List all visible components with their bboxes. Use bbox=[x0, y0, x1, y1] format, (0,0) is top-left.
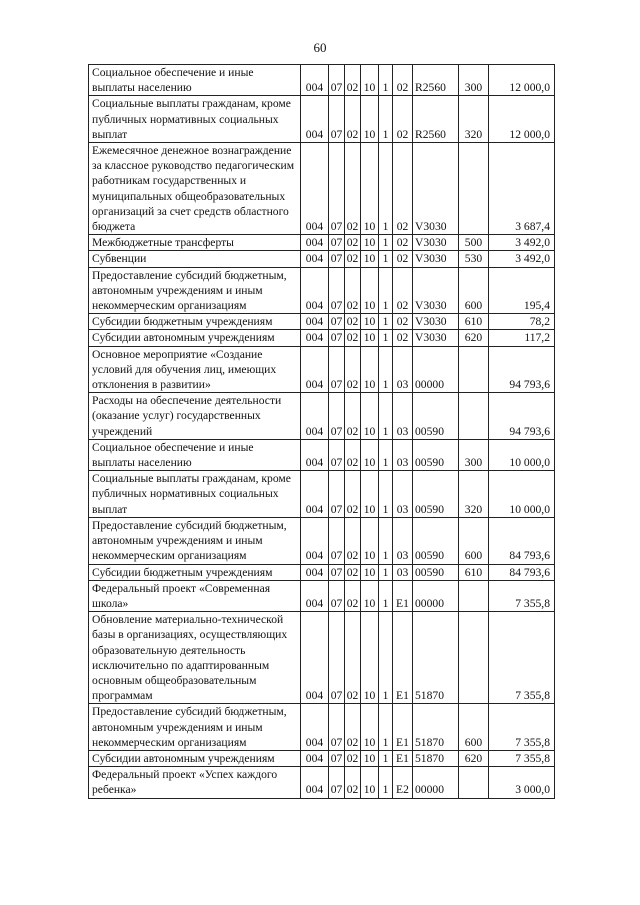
amount: 84 793,6 bbox=[489, 517, 555, 564]
activity-code: E1 bbox=[393, 612, 413, 704]
amount: 7 355,8 bbox=[489, 704, 555, 751]
expense-type-code bbox=[459, 580, 489, 611]
table-row bbox=[89, 471, 555, 518]
subsection-code: 02 bbox=[345, 471, 361, 518]
section-code: 07 bbox=[329, 96, 345, 143]
row-name: Субвенции bbox=[89, 251, 301, 267]
subprogram-code: 1 bbox=[379, 612, 393, 704]
budget-table bbox=[88, 64, 555, 799]
amount: 7 355,8 bbox=[489, 750, 555, 766]
amount: 94 793,6 bbox=[489, 393, 555, 440]
program-code: 10 bbox=[361, 564, 379, 580]
program-code: 10 bbox=[361, 612, 379, 704]
table-row bbox=[89, 439, 555, 470]
activity-code: E1 bbox=[393, 750, 413, 766]
direction-code: 00000 bbox=[413, 580, 459, 611]
row-name: Предоставление субсидий бюджетным, автономным учреждениям и иным некоммерческим организациям bbox=[89, 517, 301, 564]
subsection-code: 02 bbox=[345, 314, 361, 330]
ministry-code: 004 bbox=[301, 750, 329, 766]
row-name: Федеральный проект «Успех каждого ребенка» bbox=[89, 767, 301, 798]
direction-code: V3030 bbox=[413, 251, 459, 267]
subprogram-code: 1 bbox=[379, 767, 393, 798]
expense-type-code: 320 bbox=[459, 471, 489, 518]
program-code: 10 bbox=[361, 267, 379, 314]
expense-type-code: 530 bbox=[459, 251, 489, 267]
subprogram-code: 1 bbox=[379, 235, 393, 251]
amount: 12 000,0 bbox=[489, 96, 555, 143]
subprogram-code: 1 bbox=[379, 65, 393, 96]
activity-code: 03 bbox=[393, 346, 413, 393]
row-name: Ежемесячное денежное вознаграждение за классное руководство педагогическим работникам государственных и муниципальных общеобразовательных организаций за счет средств областного бюджета bbox=[89, 143, 301, 235]
section-code: 07 bbox=[329, 393, 345, 440]
amount: 10 000,0 bbox=[489, 439, 555, 470]
expense-type-code: 600 bbox=[459, 704, 489, 751]
row-name: Межбюджетные трансферты bbox=[89, 235, 301, 251]
program-code: 10 bbox=[361, 704, 379, 751]
ministry-code: 004 bbox=[301, 96, 329, 143]
subsection-code: 02 bbox=[345, 235, 361, 251]
activity-code: 02 bbox=[393, 65, 413, 96]
expense-type-code: 500 bbox=[459, 235, 489, 251]
amount: 78,2 bbox=[489, 314, 555, 330]
amount: 84 793,6 bbox=[489, 564, 555, 580]
table-row bbox=[89, 143, 555, 235]
subsection-code: 02 bbox=[345, 143, 361, 235]
subsection-code: 02 bbox=[345, 346, 361, 393]
ministry-code: 004 bbox=[301, 346, 329, 393]
activity-code: 03 bbox=[393, 439, 413, 470]
direction-code: 00590 bbox=[413, 471, 459, 518]
row-name: Расходы на обеспечение деятельности (оказание услуг) государственных учреждений bbox=[89, 393, 301, 440]
amount: 195,4 bbox=[489, 267, 555, 314]
expense-type-code bbox=[459, 767, 489, 798]
amount: 3 492,0 bbox=[489, 235, 555, 251]
amount: 10 000,0 bbox=[489, 471, 555, 518]
program-code: 10 bbox=[361, 439, 379, 470]
activity-code: 03 bbox=[393, 471, 413, 518]
subprogram-code: 1 bbox=[379, 393, 393, 440]
expense-type-code bbox=[459, 143, 489, 235]
amount: 3 687,4 bbox=[489, 143, 555, 235]
section-code: 07 bbox=[329, 439, 345, 470]
subsection-code: 02 bbox=[345, 251, 361, 267]
ministry-code: 004 bbox=[301, 267, 329, 314]
ministry-code: 004 bbox=[301, 143, 329, 235]
direction-code: R2560 bbox=[413, 96, 459, 143]
activity-code: 02 bbox=[393, 330, 413, 346]
page-number: 60 bbox=[313, 40, 327, 55]
table-row bbox=[89, 330, 555, 346]
activity-code: 02 bbox=[393, 267, 413, 314]
ministry-code: 004 bbox=[301, 65, 329, 96]
ministry-code: 004 bbox=[301, 471, 329, 518]
row-name: Субсидии бюджетным учреждениям bbox=[89, 564, 301, 580]
direction-code: 00000 bbox=[413, 346, 459, 393]
program-code: 10 bbox=[361, 517, 379, 564]
program-code: 10 bbox=[361, 346, 379, 393]
direction-code: 51870 bbox=[413, 612, 459, 704]
direction-code: V3030 bbox=[413, 267, 459, 314]
direction-code: R2560 bbox=[413, 65, 459, 96]
direction-code: 51870 bbox=[413, 704, 459, 751]
program-code: 10 bbox=[361, 330, 379, 346]
expense-type-code: 610 bbox=[459, 314, 489, 330]
expense-type-code: 600 bbox=[459, 267, 489, 314]
table-row bbox=[89, 767, 555, 798]
subprogram-code: 1 bbox=[379, 471, 393, 518]
table-row bbox=[89, 235, 555, 251]
table-row bbox=[89, 96, 555, 143]
activity-code: 02 bbox=[393, 96, 413, 143]
direction-code: 00590 bbox=[413, 564, 459, 580]
direction-code: 00000 bbox=[413, 767, 459, 798]
amount: 7 355,8 bbox=[489, 612, 555, 704]
subprogram-code: 1 bbox=[379, 346, 393, 393]
subprogram-code: 1 bbox=[379, 143, 393, 235]
activity-code: 02 bbox=[393, 314, 413, 330]
section-code: 07 bbox=[329, 267, 345, 314]
section-code: 07 bbox=[329, 346, 345, 393]
subsection-code: 02 bbox=[345, 767, 361, 798]
direction-code: 51870 bbox=[413, 750, 459, 766]
row-name: Федеральный проект «Современная школа» bbox=[89, 580, 301, 611]
activity-code: 03 bbox=[393, 393, 413, 440]
ministry-code: 004 bbox=[301, 251, 329, 267]
table-row bbox=[89, 251, 555, 267]
expense-type-code: 610 bbox=[459, 564, 489, 580]
subprogram-code: 1 bbox=[379, 330, 393, 346]
amount: 117,2 bbox=[489, 330, 555, 346]
section-code: 07 bbox=[329, 704, 345, 751]
table-row bbox=[89, 750, 555, 766]
subprogram-code: 1 bbox=[379, 564, 393, 580]
direction-code: V3030 bbox=[413, 235, 459, 251]
activity-code: 03 bbox=[393, 564, 413, 580]
subsection-code: 02 bbox=[345, 439, 361, 470]
expense-type-code: 600 bbox=[459, 517, 489, 564]
table-row bbox=[89, 346, 555, 393]
program-code: 10 bbox=[361, 750, 379, 766]
section-code: 07 bbox=[329, 564, 345, 580]
row-name: Социальное обеспечение и иные выплаты населению bbox=[89, 439, 301, 470]
section-code: 07 bbox=[329, 517, 345, 564]
table-row bbox=[89, 704, 555, 751]
table-row bbox=[89, 517, 555, 564]
amount: 7 355,8 bbox=[489, 580, 555, 611]
section-code: 07 bbox=[329, 580, 345, 611]
section-code: 07 bbox=[329, 750, 345, 766]
subsection-code: 02 bbox=[345, 517, 361, 564]
subprogram-code: 1 bbox=[379, 580, 393, 611]
subprogram-code: 1 bbox=[379, 96, 393, 143]
activity-code: 02 bbox=[393, 143, 413, 235]
expense-type-code bbox=[459, 346, 489, 393]
row-name: Социальное обеспечение и иные выплаты населению bbox=[89, 65, 301, 96]
subsection-code: 02 bbox=[345, 704, 361, 751]
row-name: Субсидии автономным учреждениям bbox=[89, 330, 301, 346]
ministry-code: 004 bbox=[301, 235, 329, 251]
activity-code: E2 bbox=[393, 767, 413, 798]
direction-code: 00590 bbox=[413, 393, 459, 440]
subsection-code: 02 bbox=[345, 65, 361, 96]
ministry-code: 004 bbox=[301, 314, 329, 330]
direction-code: V3030 bbox=[413, 143, 459, 235]
subprogram-code: 1 bbox=[379, 267, 393, 314]
subprogram-code: 1 bbox=[379, 314, 393, 330]
section-code: 07 bbox=[329, 471, 345, 518]
expense-type-code: 620 bbox=[459, 330, 489, 346]
table-row bbox=[89, 314, 555, 330]
program-code: 10 bbox=[361, 767, 379, 798]
program-code: 10 bbox=[361, 143, 379, 235]
ministry-code: 004 bbox=[301, 564, 329, 580]
program-code: 10 bbox=[361, 235, 379, 251]
ministry-code: 004 bbox=[301, 517, 329, 564]
row-name: Обновление материально-технической базы в организациях, осуществляющих образовательную деятельность исключительно по адаптированным основным общеобразовательным программам bbox=[89, 612, 301, 704]
activity-code: 02 bbox=[393, 251, 413, 267]
subsection-code: 02 bbox=[345, 267, 361, 314]
direction-code: 00590 bbox=[413, 439, 459, 470]
section-code: 07 bbox=[329, 314, 345, 330]
subsection-code: 02 bbox=[345, 330, 361, 346]
section-code: 07 bbox=[329, 251, 345, 267]
table-row bbox=[89, 580, 555, 611]
ministry-code: 004 bbox=[301, 767, 329, 798]
direction-code: V3030 bbox=[413, 330, 459, 346]
activity-code: 02 bbox=[393, 235, 413, 251]
row-name: Социальные выплаты гражданам, кроме публичных нормативных социальных выплат bbox=[89, 96, 301, 143]
program-code: 10 bbox=[361, 65, 379, 96]
row-name: Основное мероприятие «Создание условий для обучения лиц, имеющих отклонения в развитии» bbox=[89, 346, 301, 393]
direction-code: V3030 bbox=[413, 314, 459, 330]
section-code: 07 bbox=[329, 767, 345, 798]
program-code: 10 bbox=[361, 580, 379, 611]
expense-type-code bbox=[459, 612, 489, 704]
program-code: 10 bbox=[361, 393, 379, 440]
activity-code: E1 bbox=[393, 704, 413, 751]
ministry-code: 004 bbox=[301, 393, 329, 440]
section-code: 07 bbox=[329, 143, 345, 235]
subsection-code: 02 bbox=[345, 564, 361, 580]
amount: 94 793,6 bbox=[489, 346, 555, 393]
program-code: 10 bbox=[361, 471, 379, 518]
subsection-code: 02 bbox=[345, 580, 361, 611]
expense-type-code: 620 bbox=[459, 750, 489, 766]
subsection-code: 02 bbox=[345, 393, 361, 440]
subprogram-code: 1 bbox=[379, 517, 393, 564]
section-code: 07 bbox=[329, 65, 345, 96]
section-code: 07 bbox=[329, 612, 345, 704]
section-code: 07 bbox=[329, 330, 345, 346]
subsection-code: 02 bbox=[345, 96, 361, 143]
expense-type-code: 320 bbox=[459, 96, 489, 143]
program-code: 10 bbox=[361, 96, 379, 143]
row-name: Предоставление субсидий бюджетным, автономным учреждениям и иным некоммерческим организациям bbox=[89, 267, 301, 314]
amount: 3 000,0 bbox=[489, 767, 555, 798]
subprogram-code: 1 bbox=[379, 439, 393, 470]
expense-type-code: 300 bbox=[459, 65, 489, 96]
row-name: Субсидии бюджетным учреждениям bbox=[89, 314, 301, 330]
subsection-code: 02 bbox=[345, 612, 361, 704]
activity-code: 03 bbox=[393, 517, 413, 564]
program-code: 10 bbox=[361, 251, 379, 267]
table-row bbox=[89, 564, 555, 580]
row-name: Предоставление субсидий бюджетным, автономным учреждениям и иным некоммерческим организациям bbox=[89, 704, 301, 751]
subprogram-code: 1 bbox=[379, 704, 393, 751]
table-row bbox=[89, 267, 555, 314]
activity-code: E1 bbox=[393, 580, 413, 611]
amount: 3 492,0 bbox=[489, 251, 555, 267]
ministry-code: 004 bbox=[301, 612, 329, 704]
expense-type-code bbox=[459, 393, 489, 440]
row-name: Социальные выплаты гражданам, кроме публичных нормативных социальных выплат bbox=[89, 471, 301, 518]
ministry-code: 004 bbox=[301, 704, 329, 751]
subprogram-code: 1 bbox=[379, 251, 393, 267]
subprogram-code: 1 bbox=[379, 750, 393, 766]
table-row bbox=[89, 65, 555, 96]
ministry-code: 004 bbox=[301, 439, 329, 470]
expense-type-code: 300 bbox=[459, 439, 489, 470]
amount: 12 000,0 bbox=[489, 65, 555, 96]
section-code: 07 bbox=[329, 235, 345, 251]
direction-code: 00590 bbox=[413, 517, 459, 564]
row-name: Субсидии автономным учреждениям bbox=[89, 750, 301, 766]
table-row bbox=[89, 612, 555, 704]
subsection-code: 02 bbox=[345, 750, 361, 766]
program-code: 10 bbox=[361, 314, 379, 330]
ministry-code: 004 bbox=[301, 580, 329, 611]
ministry-code: 004 bbox=[301, 330, 329, 346]
table-row bbox=[89, 393, 555, 440]
